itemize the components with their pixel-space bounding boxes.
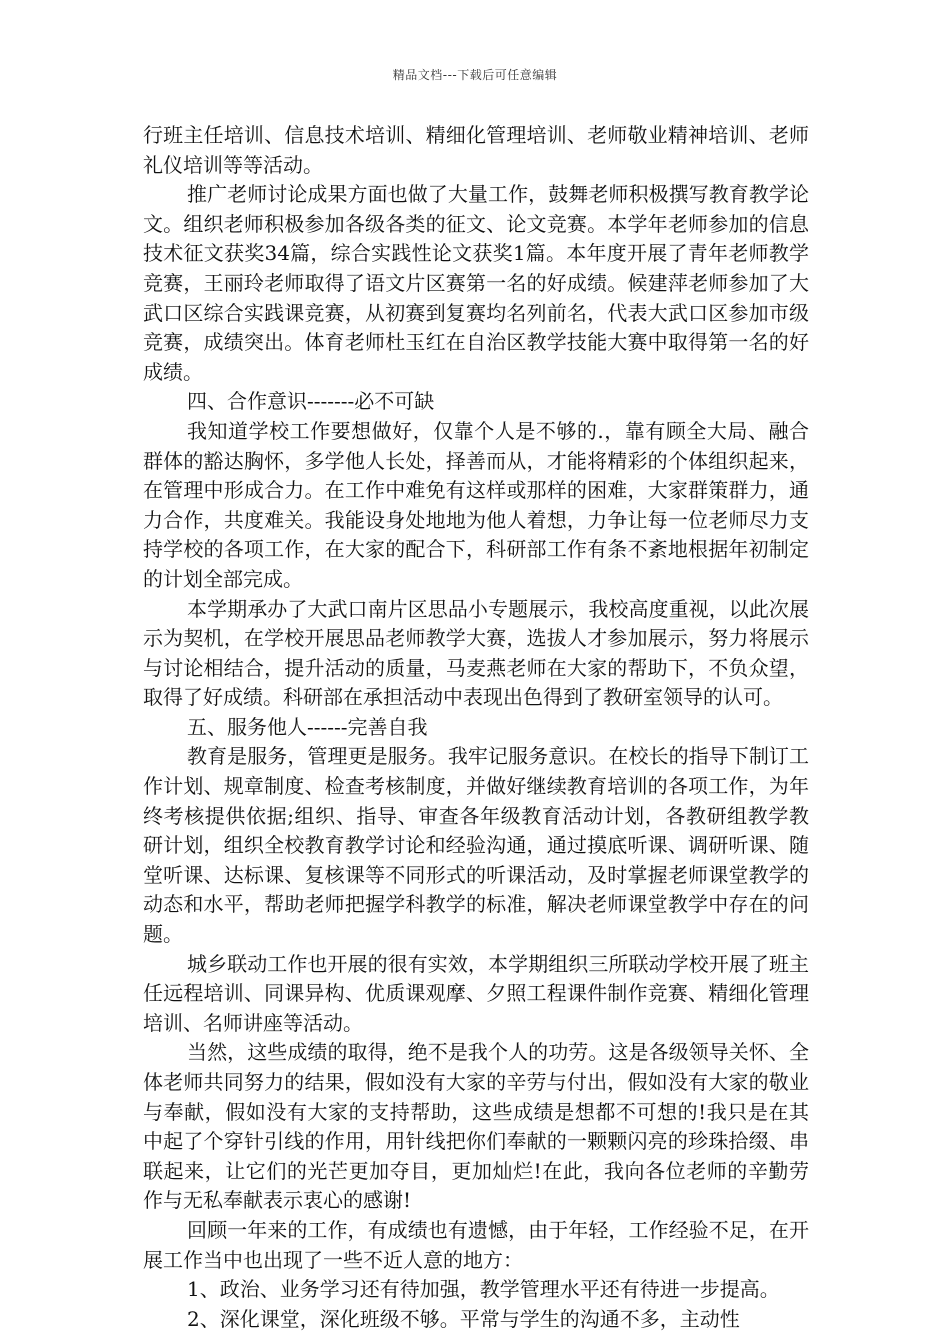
document-body — [143, 121, 809, 1334]
paragraph-7: 当然，这些成绩的取得，绝不是我个人的功劳。这是各级领导关怀、全体老师共同努力的结果，假如没有大家的辛劳与付出，假如没有大家的敬业与奉献，假如没有大家的支持帮助，这些成绩是想都不可想的!我只是在其中起了个穿针引线的作用，用针线把你们奉献的一颗颗闪亮的珍珠拾缀、串联起来，让它们的光芒更加夺目，更加灿烂!在此，我向各位老师的辛勤劳作与无私奉献表示衷心的感谢! — [143, 1040, 809, 1213]
paragraph-8: 回顾一年来的工作，有成绩也有遗憾，由于年轻，工作经验不足，在开展工作当中也出现了一些不近人意的地方： — [143, 1217, 809, 1272]
list-item-2: 2、深化课堂，深化班级不够。平常与学生的沟通不多，主动性 — [187, 1306, 740, 1331]
list-item-1: 1、政治、业务学习还有待加强，教学管理水平还有待进一步提高。 — [187, 1277, 780, 1302]
paragraph-2: 推广老师讨论成果方面也做了大量工作，鼓舞老师积极撰写教育教学论文。组织老师积极参加各级各类的征文、论文竞赛。本学年老师参加的信息技术征文获奖34篇，综合实践性论文获奖1篇。本年度开展了青年老师教学竞赛，王丽玲老师取得了语文片区赛第一名的好成绩。候建萍老师参加了大武口区综合实践课竞赛，从初赛到复赛均名列前名，代表大武口区参加市级竞赛，成绩突出。体育老师杜玉红在自治区教学技能大赛中取得第一名的好成绩。 — [143, 182, 809, 384]
paragraph-3: 我知道学校工作要想做好，仅靠个人是不够的.，靠有顾全大局、融合群体的豁达胸怀，多学他人长处，择善而从，才能将精彩的个体组织起来，在管理中形成合力。在工作中难免有这样或那样的困难，大家群策群力，通力合作，共度难关。我能设身处地地为他人着想，力争让每一位老师尽力支持学校的各项工作，在大家的配合下，科研部工作有条不紊地根据年初制定的计划全部完成。 — [143, 418, 809, 591]
paragraph-5: 教育是服务，管理更是服务。我牢记服务意识。在校长的指导下制订工作计划、规章制度、检查考核制度，并做好继续教育培训的各项工作，为年终考核提供依据;组织、指导、审查各年级教育活动计划，各教研组教学教研计划，组织全校教育教学讨论和经验沟通，通过摸底听课、调研听课、随堂听课、达标课、复核课等不同形式的听课活动，及时掌握老师课堂教学的动态和水平，帮助老师把握学科教学的标准，解决老师课堂教学中存在的问题。 — [143, 744, 809, 947]
paragraph-1: 行班主任培训、信息技术培训、精细化管理培训、老师敬业精神培训、老师礼仪培训等等活动。 — [143, 123, 809, 177]
page-header: 精品文档---下载后可任意编辑 — [392, 68, 558, 82]
paragraph-6: 城乡联动工作也开展的很有实效，本学期组织三所联动学校开展了班主任远程培训、同课异构、优质课观摩、夕照工程课件制作竞赛、精细化管理培训、名师讲座等活动。 — [143, 951, 809, 1035]
paragraph-4: 本学期承办了大武口南片区思品小专题展示，我校高度重视，以此次展示为契机，在学校开展思品老师教学大赛，选拔人才参加展示，努力将展示与讨论相结合，提升活动的质量，马麦燕老师在大家的帮助下，不负众望，取得了好成绩。科研部在承担活动中表现出色得到了教研室领导的认可。 — [143, 596, 809, 710]
section-heading-4: 四、合作意识-------必不可缺 — [187, 389, 435, 414]
section-heading-5: 五、服务他人------完善自我 — [187, 714, 428, 739]
